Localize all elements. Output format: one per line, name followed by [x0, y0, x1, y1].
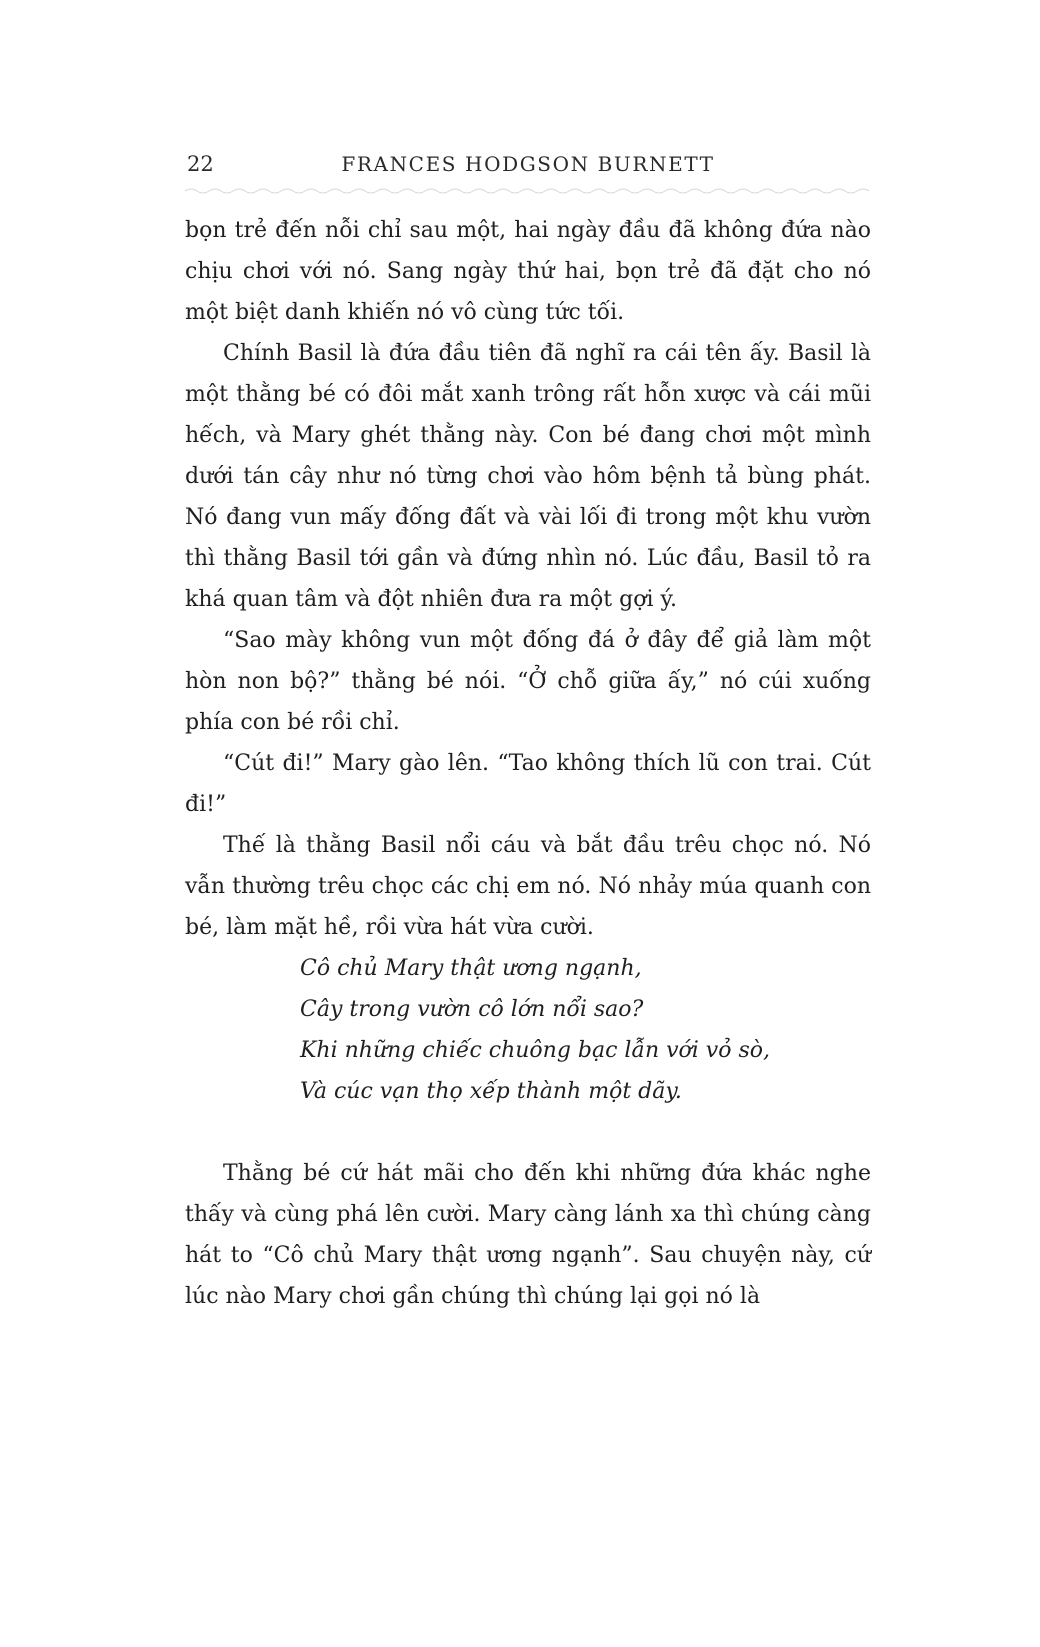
page-number: 22	[187, 152, 214, 176]
wavy-divider	[185, 187, 871, 195]
paragraph: bọn trẻ đến nỗi chỉ sau một, hai ngày đầu đã không đứa nào chịu chơi với nó. Sang ngày thứ hai, bọn trẻ đã đặt cho nó một biệt danh khiến nó vô cùng tức tối.	[185, 218, 871, 325]
poem	[300, 948, 871, 1112]
paragraph: Thằng bé cứ hát mãi cho đến khi những đứa khác nghe thấy và cùng phá lên cười. Mary càng lánh xa thì chúng càng hát to “Cô chủ Mary thật ương ngạnh”. Sau chuyện này, cứ lúc nào Mary chơi gần chúng thì chúng lại gọi nó là	[185, 1161, 871, 1309]
poem-line: Cây trong vườn cô lớn nổi sao?	[300, 997, 644, 1022]
paragraph: “Cút đi!” Mary gào lên. “Tao không thích lũ con trai. Cút đi!”	[185, 751, 871, 817]
page-body	[185, 210, 871, 1317]
header-title: FRANCES HODGSON BURNETT	[341, 152, 715, 176]
paragraph: “Sao mày không vun một đống đá ở đây để giả làm một hòn non bộ?” thằng bé nói. “Ở chỗ giữa ấy,” nó cúi xuống phía con bé rồi chỉ.	[185, 628, 871, 735]
poem-line: Khi những chiếc chuông bạc lẫn với vỏ sò,	[300, 1038, 771, 1063]
running-header	[185, 152, 871, 182]
paragraph: Thế là thằng Basil nổi cáu và bắt đầu trêu chọc nó. Nó vẫn thường trêu chọc các chị em nó. Nó nhảy múa quanh con bé, làm mặt hề, rồi vừa hát vừa cười.	[185, 833, 871, 940]
poem-line: Cô chủ Mary thật ương ngạnh,	[300, 956, 642, 981]
poem-line: Và cúc vạn thọ xếp thành một dãy.	[300, 1079, 682, 1104]
paragraph: Chính Basil là đứa đầu tiên đã nghĩ ra cái tên ấy. Basil là một thằng bé có đôi mắt xanh trông rất hỗn xược và cái mũi hếch, và Mary ghét thằng này. Con bé đang chơi một mình dưới tán cây như nó từng chơi vào hôm bệnh tả bùng phát. Nó đang vun mấy đống đất và vài lối đi trong một khu vườn thì thằng Basil tới gần và đứng nhìn nó. Lúc đầu, Basil tỏ ra khá quan tâm và đột nhiên đưa ra một gợi ý.	[185, 341, 871, 612]
